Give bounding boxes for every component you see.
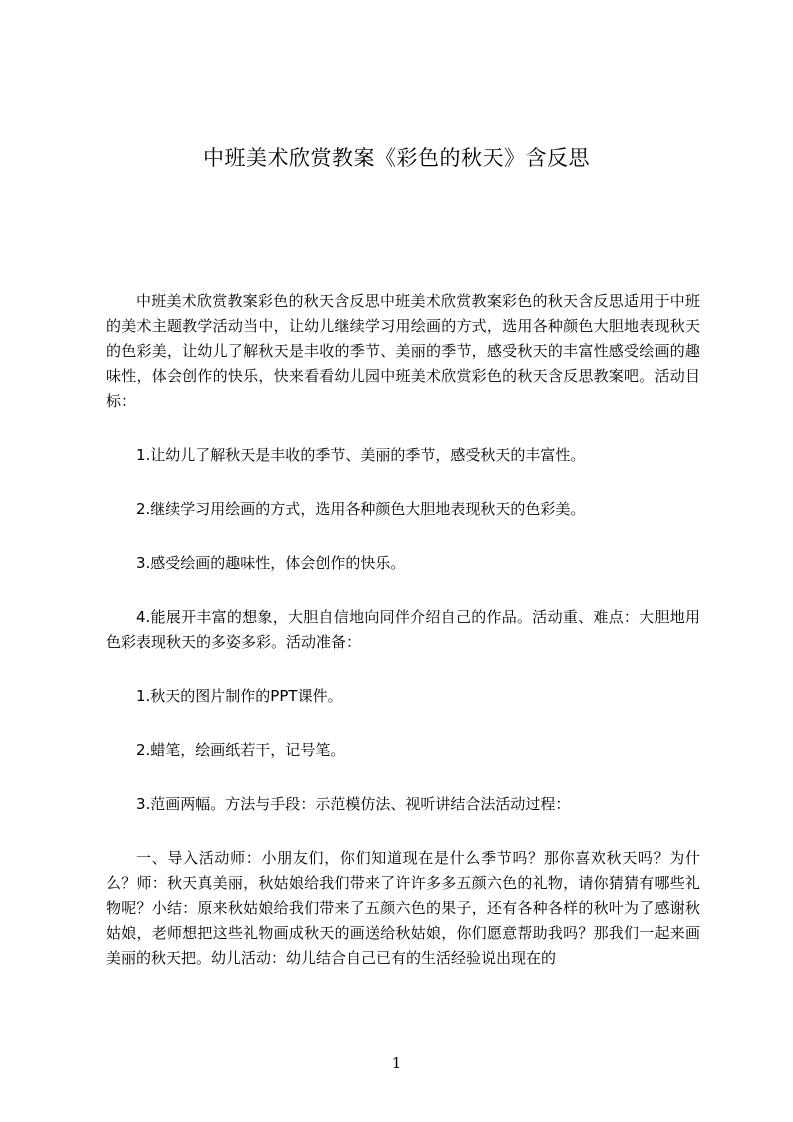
paragraph-prep-1: 1.秋天的图片制作的PPT课件。 (136, 687, 343, 705)
paragraph-goal-1: 1.让幼儿了解秋天是丰收的季节、美丽的季节，感受秋天的丰富性。 (136, 446, 586, 464)
document-title: 中班美术欣赏教案《彩色的秋天》含反思 (203, 146, 590, 170)
paragraph-prep-2: 2.蜡笔，绘画纸若干，记号笔。 (136, 741, 346, 759)
paragraph-prep-3: 3.范画两幅。方法与手段：示范模仿法、视听讲结合法活动过程： (136, 795, 571, 813)
paragraph-goal-2: 2.继续学习用绘画的方式，选用各种颜色大胆地表现秋天的色彩美。 (136, 500, 586, 518)
paragraph-process-1: 一、导入活动师：小朋友们，你们知道现在是什么季节吗？那你喜欢秋天吗？为什么？师：秋天真美丽，秋姑娘给我们带来了许许多多五颜六色的礼物，请你猜猜有哪些礼物呢？小结：原来秋姑娘给我们带来了五颜六色的果子，还有各种各样的秋叶为了感谢秋姑娘，老师想把这些礼物画成秋天的画送给秋姑娘，你们愿意帮助我吗？那我们一起来画美丽的秋天把。幼儿活动：幼儿结合自己已有的生活经验说出现在的 (106, 849, 700, 967)
document-body (106, 289, 700, 971)
paragraph-goal-3: 3.感受绘画的趣味性，体会创作的快乐。 (136, 554, 406, 572)
page-number: 1 (391, 1054, 402, 1072)
paragraph-goal-4: 4.能展开丰富的想象，大胆自信地向同伴介绍自己的作品。活动重、难点：大胆地用色彩表现秋天的多姿多彩。活动准备： (106, 608, 700, 651)
paragraph-intro: 中班美术欣赏教案彩色的秋天含反思中班美术欣赏教案彩色的秋天含反思适用于中班的美术主题教学活动当中，让幼儿继续学习用绘画的方式，选用各种颜色大胆地表现秋天的色彩美，让幼儿了解秋天是丰收的季节、美丽的季节，感受秋天的丰富性感受绘画的趣味性，体会创作的快乐，快来看看幼儿园中班美术欣赏彩色的秋天含反思教案吧。活动目标： (106, 292, 700, 410)
